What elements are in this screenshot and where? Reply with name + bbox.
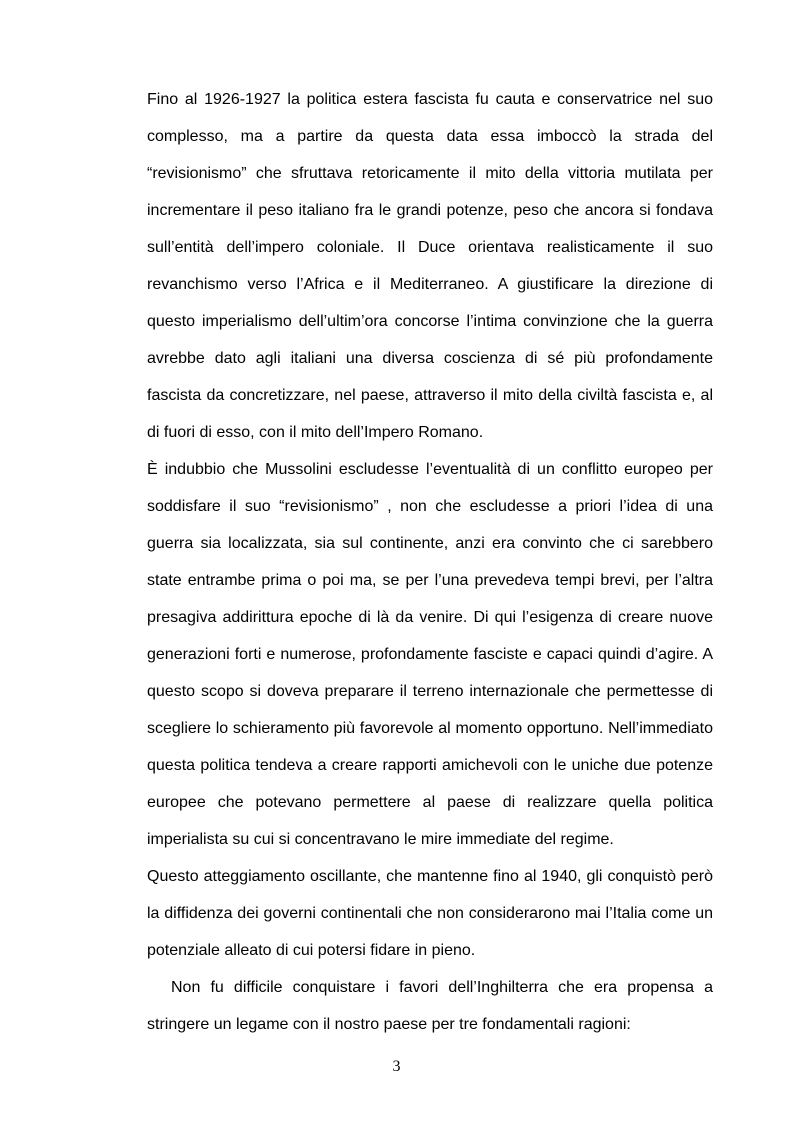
- text-line: avrebbe dato agli italiani una diversa coscienza di sé più profondamente: [147, 350, 713, 367]
- text-line: Questo atteggiamento oscillante, che mantenne fino al 1940, gli conquistò però: [147, 868, 713, 885]
- text-line: questa politica tendeva a creare rapporti amichevoli con le uniche due potenze: [147, 757, 713, 774]
- text-line: È indubbio che Mussolini escludesse l’eventualità di un conflitto europeo per: [147, 461, 713, 478]
- text-line: potenziale alleato di cui potersi fidare in pieno.: [147, 942, 476, 959]
- text-line: la diffidenza dei governi continentali che non considerarono mai l’Italia come un: [147, 905, 713, 922]
- text-line: fascista da concretizzare, nel paese, attraverso il mito della civiltà fascista e, al: [147, 387, 713, 404]
- text-line: stringere un legame con il nostro paese per tre fondamentali ragioni:: [147, 1016, 631, 1033]
- text-line: state entrambe prima o poi ma, se per l’una prevedeva tempi brevi, per l’altra: [147, 572, 713, 589]
- text-line: imperialista su cui si concentravano le mire immediate del regime.: [147, 831, 614, 848]
- text-line: sull’entità dell’impero coloniale. Il Duce orientava realisticamente il suo: [147, 239, 713, 256]
- text-line: Non fu difficile conquistare i favori dell’Inghilterra che era propensa a: [171, 979, 713, 996]
- page-number: 3: [392, 1058, 401, 1075]
- text-line: presagiva addirittura epoche di là da venire. Di qui l’esigenza di creare nuove: [147, 609, 713, 626]
- text-line: questo imperialismo dell’ultim’ora concorse l’intima convinzione che la guerra: [147, 313, 713, 330]
- text-line: Fino al 1926-1927 la politica estera fascista fu cauta e conservatrice nel suo: [147, 91, 713, 108]
- text-line: incrementare il peso italiano fra le grandi potenze, peso che ancora si fondava: [147, 202, 713, 219]
- text-line: complesso, ma a partire da questa data essa imboccò la strada del: [147, 128, 713, 145]
- text-line: di fuori di esso, con il mito dell’Impero Romano.: [147, 424, 484, 441]
- text-line: soddisfare il suo “revisionismo” , non che escludesse a priori l’idea di una: [147, 498, 713, 515]
- text-line: europee che potevano permettere al paese di realizzare quella politica: [147, 794, 713, 811]
- text-line: “revisionismo” che sfruttava retoricamente il mito della vittoria mutilata per: [147, 165, 713, 182]
- text-line: questo scopo si doveva preparare il terreno internazionale che permettesse di: [147, 683, 713, 700]
- text-line: generazioni forti e numerose, profondamente fasciste e capaci quindi d’agire. A: [147, 646, 713, 663]
- text-line: scegliere lo schieramento più favorevole al momento opportuno. Nell’immediato: [147, 720, 713, 737]
- document-page: [147, 90, 713, 1090]
- text-line: guerra sia localizzata, sia sul continente, anzi era convinto che ci sarebbero: [147, 535, 713, 552]
- text-line: revanchismo verso l’Africa e il Mediterraneo. A giustificare la direzione di: [147, 276, 713, 293]
